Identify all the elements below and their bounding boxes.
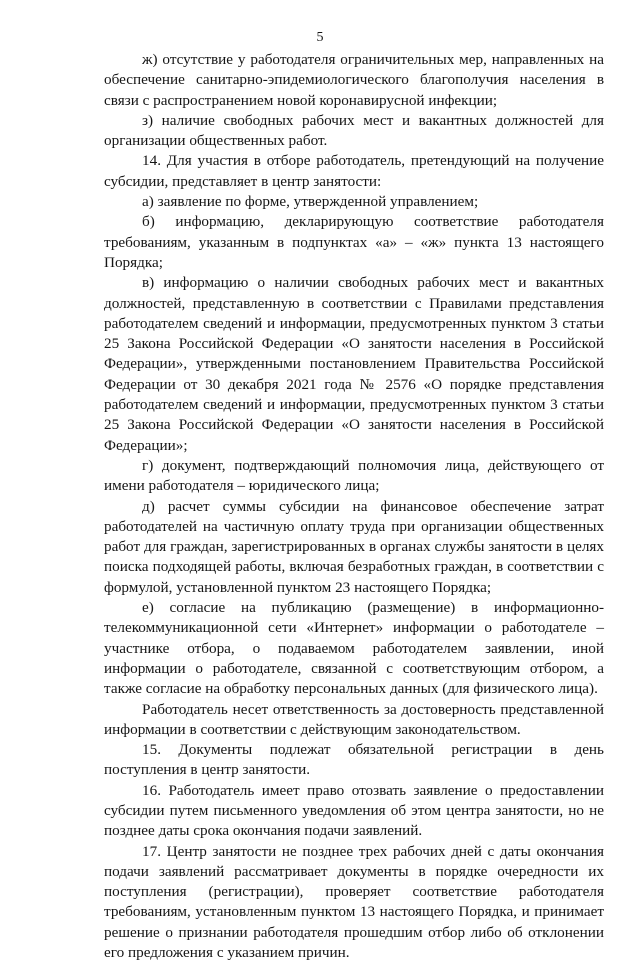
paragraph-14-b: б) информацию, декларирующую соответствие работодателя требованиям, указанным в подпунктах «а» – «ж» пункта 13 настоящего Порядка; bbox=[104, 213, 604, 271]
paragraph-14-a: а) заявление по форме, утвержденной управлением; bbox=[142, 193, 479, 211]
paragraph-14-e: е) согласие на публикацию (размещение) в информационно-телекоммуникационной сети «Интернет» информации о работодателе – участнике отбора, о подаваемом работодателем заявлении, иной информации о работодателе, связанной с соответствующим отбором, а также согласие на обработку персональных данных (для физического лица). bbox=[104, 599, 604, 698]
document-body bbox=[104, 50, 604, 963]
paragraph-14-v: в) информацию о наличии свободных рабочих мест и вакантных должностей, представленную в соответствии с Правилами представления работодателем сведений и информации, предусмотренных пунктом 3 статьи 25 Закона Российской Федерации «О занятости населения в Российской Федерации», утвержденными постановлением Правительства Российской Федерации от 30 декабря 2021 года № 2576 «О порядке представления работодателем сведений и информации, предусмотренных пунктом 3 статьи 25 Закона Российской Федерации «О занятости населения в Российской Федерации»; bbox=[104, 274, 604, 454]
paragraph-16: 16. Работодатель имеет право отозвать заявление о предоставлении субсидии путем письменного уведомления об этом центра занятости, но не позднее даты срока окончания подачи заявлений. bbox=[104, 781, 604, 840]
paragraph-15: 15. Документы подлежат обязательной регистрации в день поступления в центр занятости. bbox=[104, 741, 604, 779]
paragraph-14: 14. Для участия в отборе работодатель, претендующий на получение субсидии, представляет в центр занятости: bbox=[104, 152, 604, 190]
paragraph-z: з) наличие свободных рабочих мест и вакантных должностей для организации общественных работ. bbox=[104, 111, 604, 150]
paragraph-responsibility: Работодатель несет ответственность за достоверность представленной информации в соответствии с действующим законодательством. bbox=[104, 700, 604, 738]
paragraph-17: 17. Центр занятости не позднее трех рабочих дней с даты окончания подачи заявлений рассматривает документы в порядке очередности их поступления (регистрации), проверяет соответствие работодателя требованиям, установленным пунктом 13 настоящего Порядка, и принимает решение о признании работодателя прошедшим отбор либо об отклонении его предложения с указанием причин. bbox=[104, 842, 604, 962]
page-number: 5 bbox=[316, 30, 324, 45]
paragraph-zh: ж) отсутствие у работодателя ограничительных мер, направленных на обеспечение санитарно-эпидемиологического благополучия населения в связи с распространением новой коронавирусной инфекции; bbox=[104, 51, 604, 109]
paragraph-14-d: д) расчет суммы субсидии на финансовое обеспечение затрат работодателей на частичную оплату труда при организации общественных работ для граждан, зарегистрированных в органах службы занятости в целях поиска подходящей работы, включая безработных граждан, в соответствии с формулой, установленной пунктом 23 настоящего Порядка; bbox=[104, 497, 604, 596]
paragraph-14-g: г) документ, подтверждающий полномочия лица, действующего от имени работодателя – юридического лица; bbox=[104, 456, 604, 495]
